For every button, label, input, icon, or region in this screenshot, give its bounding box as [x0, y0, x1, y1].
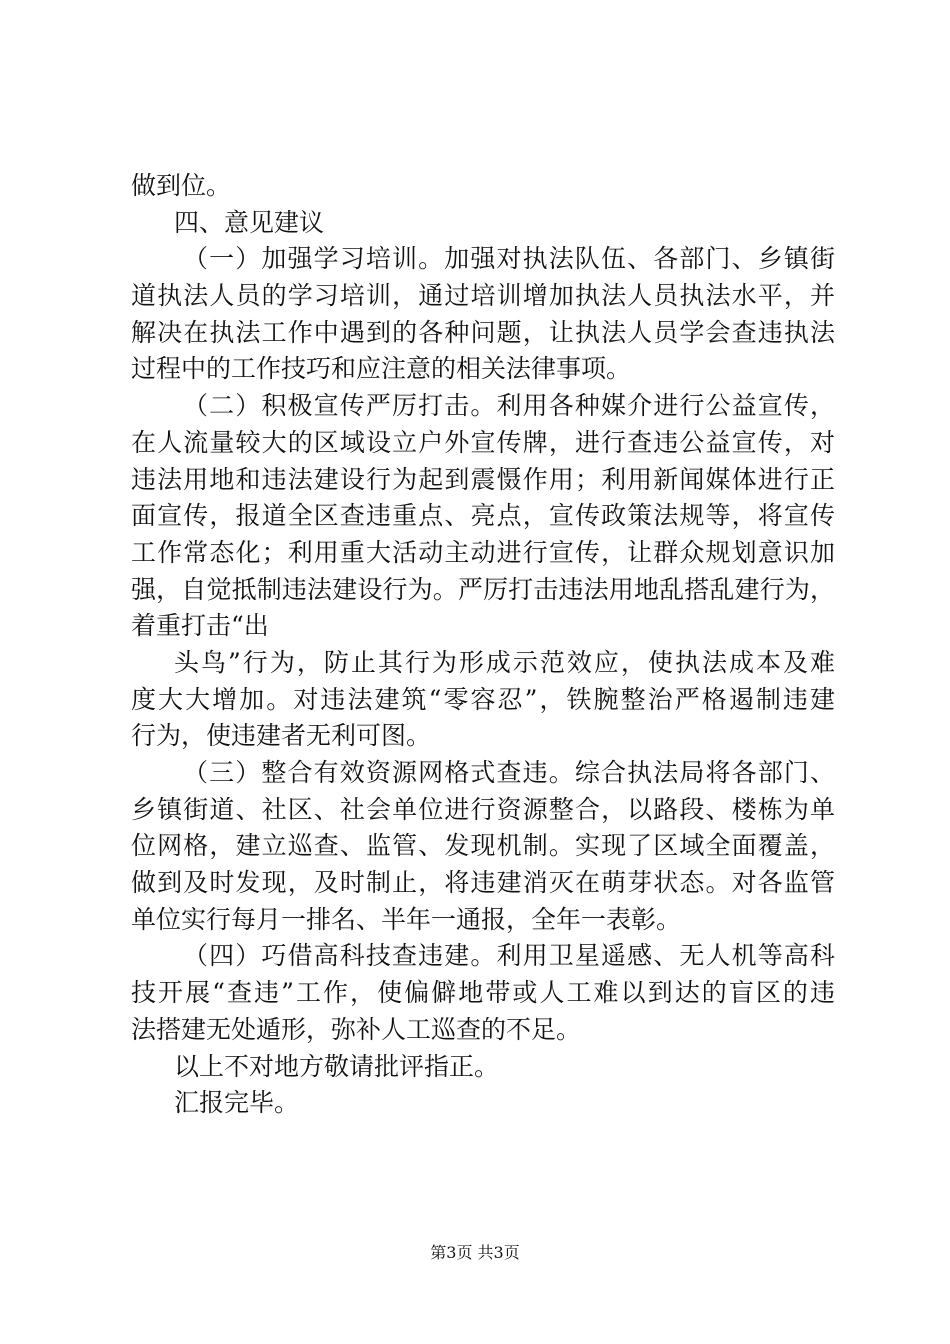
- text-line: 强，自觉抵制违法建设行为。严厉打击违法用地乱搭乱建行为，: [131, 574, 835, 604]
- text-line: 做到及时发现，及时制止，将违建消灭在萌芽状态。对各监管: [131, 868, 835, 898]
- page-number-footer: 第3页 共3页: [430, 1243, 520, 1262]
- text-line: 单位实行每月一排名、半年一通报，全年一表彰。: [131, 904, 682, 934]
- text-line: 汇报完毕。: [174, 1088, 300, 1118]
- text-line: 头鸟”行为，防止其行为形成示范效应，使执法成本及难: [174, 647, 835, 677]
- text-line: 技开展“查违”工作，使偏僻地带或人工难以到达的盲区的违: [131, 978, 835, 1008]
- text-line: 面宣传，报道全区查违重点、亮点，宣传政策法规等，将宣传: [131, 501, 835, 531]
- text-line: 着重打击“出: [131, 611, 269, 641]
- text-line: 工作常态化；利用重大活动主动进行宣传，让群众规划意识加: [131, 537, 835, 567]
- text-line: （四）巧借高科技查违建。利用卫星遥感、无人机等高科: [183, 941, 835, 971]
- text-line: （二）积极宣传严厉打击。利用各种媒介进行公益宣传，: [183, 391, 835, 421]
- text-line: 道执法人员的学习培训，通过培训增加执法人员执法水平，并: [131, 281, 835, 311]
- text-line: 乡镇街道、社区、社会单位进行资源整合，以路段、楼栋为单: [131, 794, 835, 824]
- text-line: 过程中的工作技巧和应注意的相关法律事项。: [131, 354, 632, 384]
- text-line: 做到位。: [131, 171, 232, 200]
- text-line: 违法用地和违法建设行为起到震慑作用；利用新闻媒体进行正: [131, 464, 835, 494]
- text-line: 以上不对地方敬请批评指正。: [174, 1051, 500, 1081]
- text-line: 位网格，建立巡查、监管、发现机制。实现了区域全面覆盖，: [131, 831, 835, 861]
- text-line: 解决在执法工作中遇到的各种问题，让执法人员学会查违执法: [131, 317, 835, 347]
- text-line: （三）整合有效资源网格式查违。综合执法局将各部门、: [183, 758, 835, 787]
- text-line: （一）加强学习培训。加强对执法队伍、各部门、乡镇街: [183, 244, 835, 274]
- document-body: [131, 168, 835, 1122]
- text-line: 度大大增加。对违法建筑“零容忍”，铁腕整治严格遏制违建: [131, 684, 835, 714]
- text-line: 行为，使违建者无利可图。: [131, 721, 432, 751]
- text-line: 法搭建无处遁形，弥补人工巡查的不足。: [131, 1014, 582, 1044]
- section-heading: 四、意见建议: [174, 207, 325, 237]
- text-line: 在人流量较大的区域设立户外宣传牌，进行查违公益宣传，对: [131, 427, 835, 457]
